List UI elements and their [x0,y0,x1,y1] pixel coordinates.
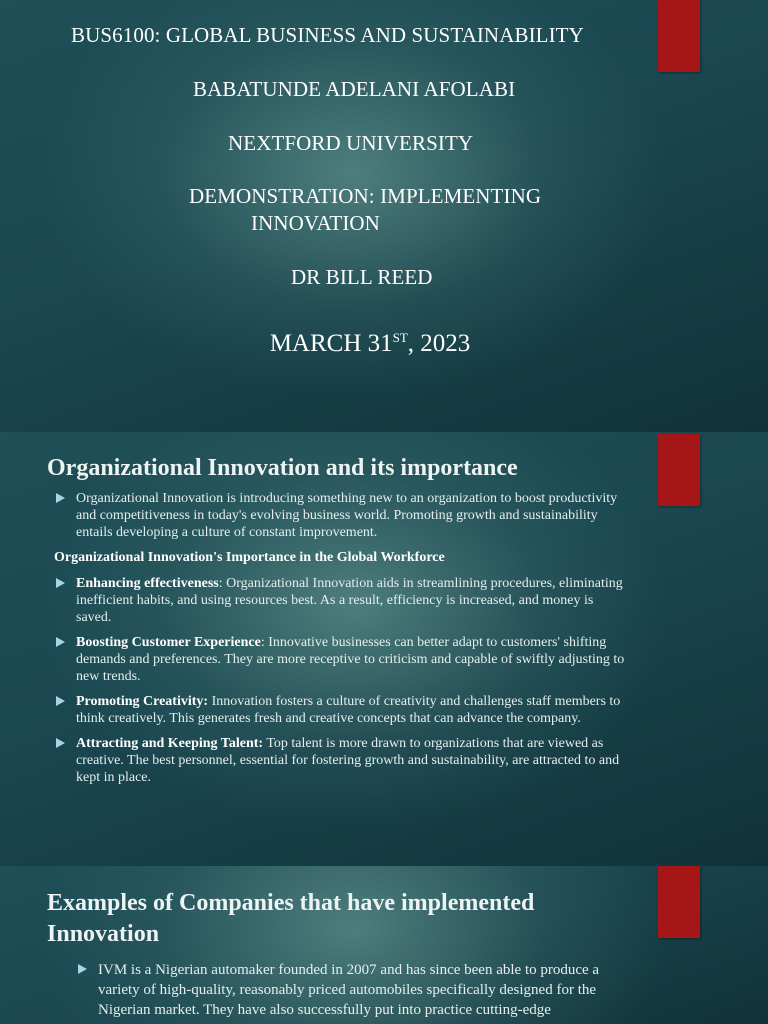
accent-tab [658,0,700,72]
examples-list [76,960,638,1024]
item-text: Top talent is more drawn to organizations that are viewed as creative. The best personnel, essential for fostering growth and sustainability, are attracted to and kept in place. [76,736,620,785]
importance-slide [0,432,768,866]
list-item [54,575,630,626]
examples-slide [0,866,768,1024]
presentation-date [0,330,740,358]
bullet-arrow-icon [56,637,65,647]
item-text: : Innovative businesses can better adapt to customers' shifting demands and preferences. They are more receptive to criticism and capable of swiftly adjusting to new trends. [76,635,625,684]
example-text: IVM is a Nigerian automaker founded in 2007 and has since been able to produce a variety of high-quality, reasonably priced automobiles specifically designed for the Nigerian market. They have also successfully put into practice cutting-edge [98,962,600,1018]
section-subheading: Organizational Innovation's Importance in the Global Workforce [54,550,445,565]
bullet-arrow-icon [56,578,65,588]
date-year: , 2023 [407,330,471,357]
item-heading: Attracting and Keeping Talent: [76,736,264,751]
list-item [54,693,630,727]
university-name: NEXTFORD UNIVERSITY [228,131,474,155]
list-item [54,634,630,685]
item-heading: Enhancing effectiveness [76,576,219,591]
instructor-name: DR BILL REED [291,265,433,289]
item-text: : Organizational Innovation aids in streamlining procedures, eliminating inefficient habits, and using resources best. As a result, efficiency is increased, and money is saved. [76,576,623,625]
bullet-arrow-icon [56,493,65,503]
course-title: BUS6100: GLOBAL BUSINESS AND SUSTAINABILITY [71,23,584,47]
list-item [76,960,638,1020]
item-heading: Promoting Creativity: [76,694,209,709]
accent-tab [658,434,700,506]
list-item [54,490,630,541]
item-heading: Boosting Customer Experience [76,635,261,650]
bullet-arrow-icon [78,964,87,974]
demo-title-line2: INNOVATION [251,211,380,235]
author-name: BABATUNDE ADELANI AFOLABI [193,77,516,101]
item-text: Innovation fosters a culture of creativity and challenges staff members to think creatively. This generates fresh and creative concepts that can advance the company. [76,694,621,726]
importance-list [54,575,630,794]
intro-text: Organizational Innovation is introducing something new to an organization to boost productivity and competitiveness in today's evolving business world. Promoting growth and sustainability entails developing a culture of constant improvement. [76,491,618,540]
bullet-arrow-icon [56,738,65,748]
intro-list [54,490,630,549]
date-day: MARCH 31 [269,330,393,357]
demo-title-line1: DEMONSTRATION: IMPLEMENTING [189,184,542,208]
slide-title: Examples of Companies that have implemented Innovation [47,890,535,947]
title-slide [0,0,768,432]
accent-tab [658,866,700,938]
date-suffix: ST [392,330,408,345]
slide-title: Organizational Innovation and its importance [47,455,518,481]
bullet-arrow-icon [56,696,65,706]
list-item [54,735,630,786]
